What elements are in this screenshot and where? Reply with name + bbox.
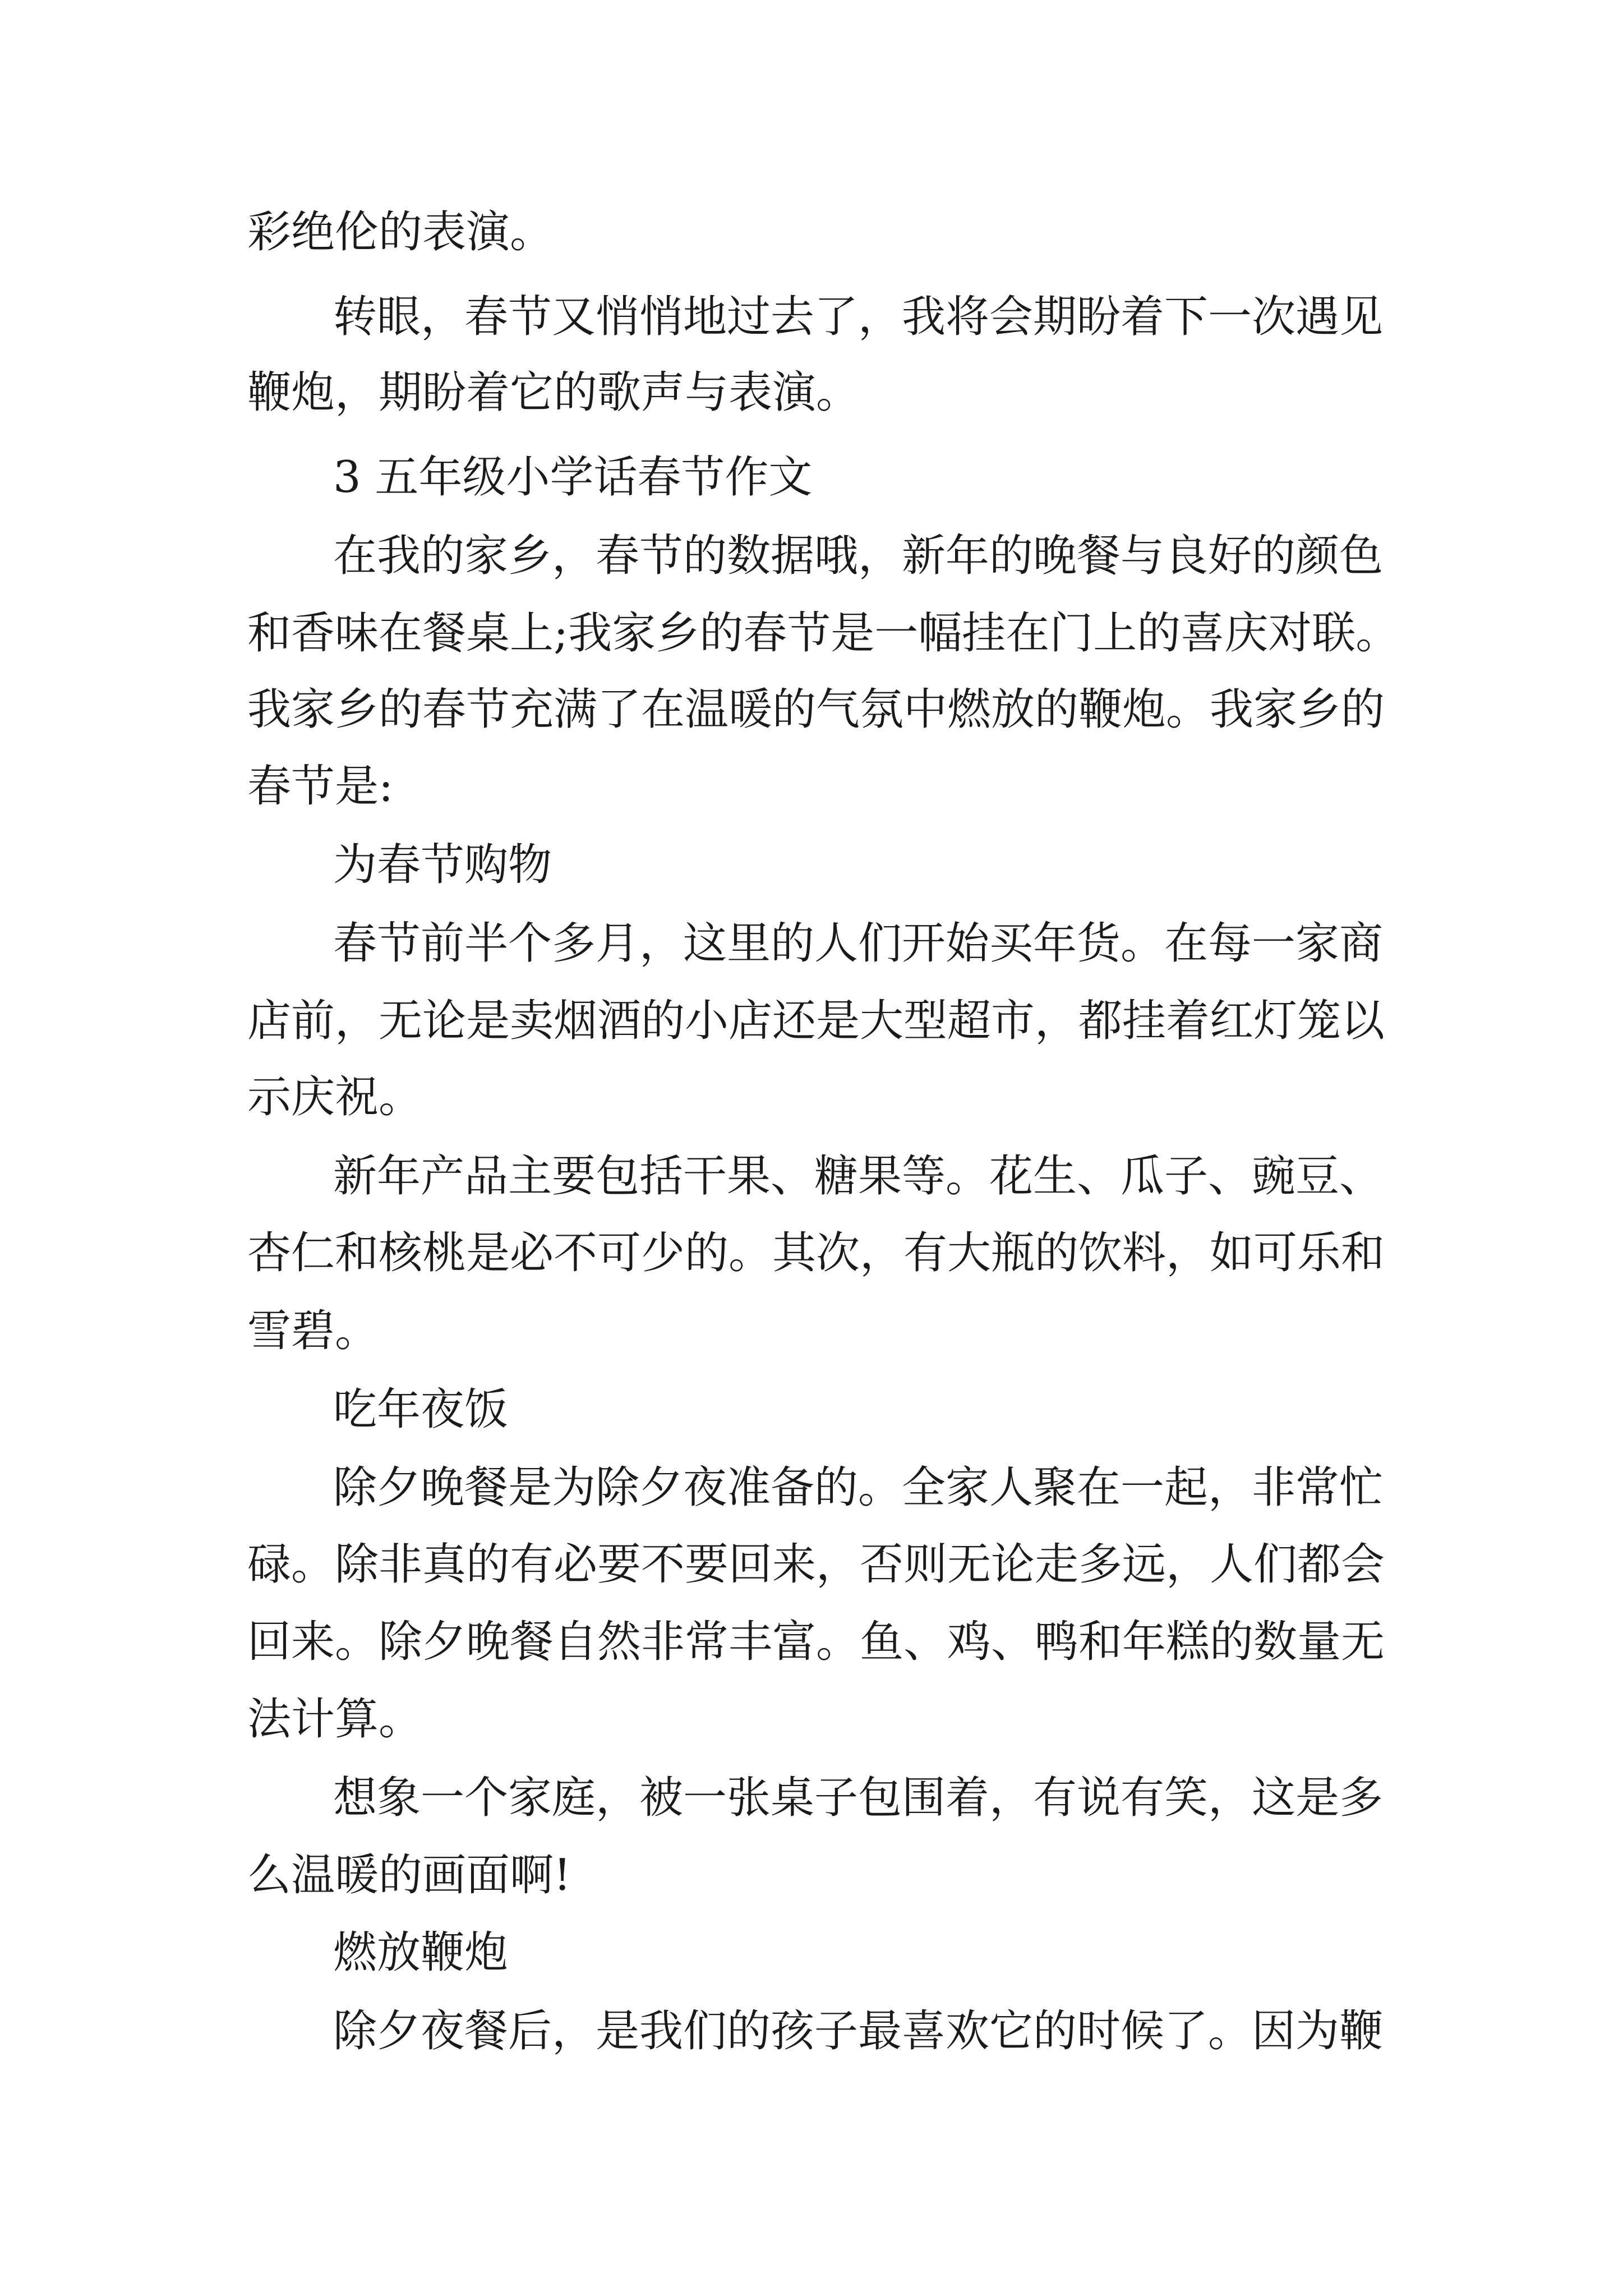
text-line: 店前，无论是卖烟酒的小店还是大型超市，都挂着红灯笼以 bbox=[247, 996, 1385, 1046]
text-line: 雪碧。 bbox=[247, 1306, 379, 1356]
text-line: 么温暖的画面啊! bbox=[247, 1850, 571, 1901]
text-line: 法计算。 bbox=[247, 1694, 423, 1745]
section-heading: 3 五年级小学话春节作文 bbox=[333, 452, 813, 503]
text-line: 春节是: bbox=[247, 761, 394, 812]
text-line: 我家乡的春节充满了在温暖的气氛中燃放的鞭炮。我家乡的 bbox=[247, 684, 1385, 735]
subheading: 为春节购物 bbox=[333, 840, 552, 890]
text-line: 除夕夜餐后，是我们的孩子最喜欢它的时候了。因为鞭 bbox=[333, 2006, 1384, 2056]
subheading: 吃年夜饭 bbox=[333, 1384, 509, 1435]
text-line: 彩绝伦的表演。 bbox=[247, 207, 554, 257]
text-line: 鞭炮，期盼着它的歌声与表演。 bbox=[247, 367, 860, 418]
text-line: 回来。除夕晚餐自然非常丰富。鱼、鸡、鸭和年糕的数量无 bbox=[247, 1617, 1385, 1667]
text-line: 示庆祝。 bbox=[247, 1072, 423, 1122]
text-line: 碌。除非真的有必要不要回来，否则无论走多远，人们都会 bbox=[247, 1539, 1385, 1590]
text-line: 春节前半个多月，这里的人们开始买年货。在每一家商 bbox=[333, 918, 1384, 969]
text-line: 想象一个家庭，被一张桌子包围着，有说有笑，这是多 bbox=[333, 1773, 1384, 1823]
text-line: 杏仁和核桃是必不可少的。其次，有大瓶的饮料，如可乐和 bbox=[247, 1228, 1385, 1278]
subheading: 燃放鞭炮 bbox=[333, 1927, 509, 1978]
text-line: 新年产品主要包括干果、糖果等。花生、瓜子、豌豆、 bbox=[333, 1151, 1384, 1202]
text-line: 和香味在餐桌上;我家乡的春节是一幅挂在门上的喜庆对联。 bbox=[247, 608, 1400, 659]
text-line: 转眼，春节又悄悄地过去了，我将会期盼着下一次遇见 bbox=[333, 292, 1384, 342]
text-line: 除夕晚餐是为除夕夜准备的。全家人聚在一起，非常忙 bbox=[333, 1462, 1384, 1513]
text-line: 在我的家乡，春节的数据哦，新年的晚餐与良好的颜色 bbox=[333, 531, 1384, 581]
